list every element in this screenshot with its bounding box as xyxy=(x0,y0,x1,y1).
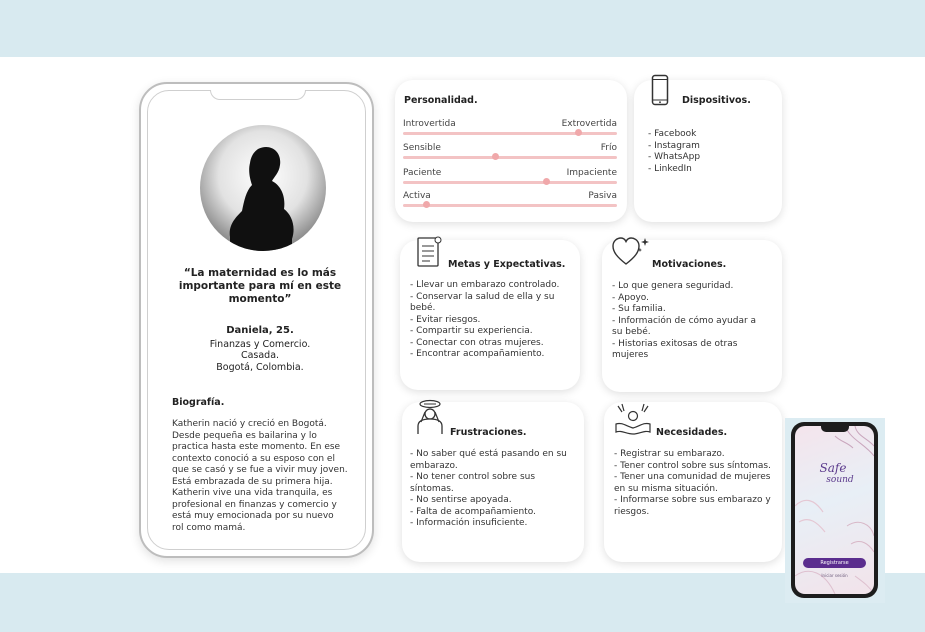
frustrations-card xyxy=(402,402,584,562)
list-item: - Conectar con otras mujeres. xyxy=(410,337,544,348)
register-button[interactable]: Registrarse xyxy=(803,558,866,568)
persona-location: Bogotá, Colombia. xyxy=(216,361,304,373)
motivations-card xyxy=(602,240,782,392)
list-item: - Información de cómo ayudar a su bebé. xyxy=(612,315,757,337)
list-item: - Encontrar acompañamiento. xyxy=(410,349,545,359)
personality-card xyxy=(395,80,627,222)
personality-title: Personalidad. xyxy=(404,95,478,106)
trait-knob xyxy=(492,153,499,160)
smartphone-icon xyxy=(651,74,669,106)
goals-title: Metas y Expectativas. xyxy=(448,259,566,270)
trait-patient-impatient xyxy=(403,168,617,190)
trait-sensitive-cold xyxy=(403,143,617,165)
biography-title: Biografía. xyxy=(172,397,225,408)
trait-track xyxy=(403,181,617,184)
list-item: - WhatsApp xyxy=(648,152,701,162)
persona-identity xyxy=(162,325,358,373)
trait-left-label: Introvertida xyxy=(403,119,456,129)
trait-track xyxy=(403,156,617,159)
list-item: - Información insuficiente. xyxy=(410,518,528,528)
list-item: - Falta de acompañamiento. xyxy=(410,506,536,517)
needs-title: Necesidades. xyxy=(656,427,728,438)
frustrated-person-icon xyxy=(414,398,446,436)
trait-knob xyxy=(423,201,430,208)
frustrations-list xyxy=(410,449,576,530)
needs-list xyxy=(614,449,780,518)
app-logo xyxy=(803,462,863,486)
trait-active-passive xyxy=(403,191,617,213)
trait-track xyxy=(403,204,617,207)
list-item: - No saber qué está pasando en su embarazo. xyxy=(410,449,567,471)
persona-occupation: Finanzas y Comercio. xyxy=(209,338,311,350)
biography-text: Katherin nació y creció en Bogotá. Desde pequeña es bailarina y lo practica hasta este momento. En ese contexto conoció a su esposo con el que se casó y se fue a vivir muy joven. Está embrazada de su primera hija. Katherin vive una vida tranquila, es profesional en finanzas y comercio y está muy emocionada por su nuevo rol como mamá. xyxy=(172,419,348,533)
needs-card xyxy=(604,402,782,562)
trait-track xyxy=(403,132,617,135)
frustrations-title: Frustraciones. xyxy=(450,427,527,438)
persona-marital-status: Casada. xyxy=(240,350,280,361)
list-item: - LinkedIn xyxy=(648,163,692,174)
list-item: - Historias exitosas de otras mujeres xyxy=(612,338,738,360)
persona-phone-frame xyxy=(139,82,374,558)
persona-phone-screen xyxy=(147,90,366,550)
app-logo-line2: sound xyxy=(826,475,854,485)
list-item: - Instagram xyxy=(648,140,700,151)
list-item: - Evitar riesgos. xyxy=(410,314,481,325)
trait-right-label: Frío xyxy=(600,143,617,153)
list-item: - Tener control sobre sus síntomas. xyxy=(614,460,771,471)
app-preview-screen xyxy=(795,426,874,594)
goals-document-icon xyxy=(414,234,444,270)
list-item: - Conservar la salud de ella y su bebé. xyxy=(410,291,555,313)
app-logo-line1: Safe xyxy=(819,461,847,475)
top-band xyxy=(0,0,925,57)
heart-sparkle-icon xyxy=(611,235,651,267)
trait-knob xyxy=(543,178,550,185)
devices-list xyxy=(648,129,773,175)
list-item: - No tener control sobre sus síntomas. xyxy=(410,472,536,494)
list-item: - Informarse sobre sus embarazo y riesgos. xyxy=(614,495,771,517)
list-item: - No sentirse apoyada. xyxy=(410,495,512,505)
goals-list xyxy=(410,280,574,361)
devices-title: Dispositivos. xyxy=(682,95,751,106)
trait-left-label: Paciente xyxy=(403,168,442,178)
list-item: - Tener una comunidad de mujeres en su misma situación. xyxy=(614,472,771,494)
avatar xyxy=(200,125,326,251)
trait-knob xyxy=(575,129,582,136)
trait-left-label: Sensible xyxy=(403,143,441,153)
motivations-title: Motivaciones. xyxy=(652,259,727,270)
floral-decoration-icon xyxy=(795,426,874,594)
persona-quote: “La maternidad es lo más importante para mí en este momento” xyxy=(178,267,342,305)
trait-left-label: Activa xyxy=(403,191,431,201)
hands-support-icon xyxy=(614,402,652,436)
trait-right-label: Impaciente xyxy=(566,168,617,178)
trait-introvert-extrovert xyxy=(403,119,617,141)
trait-right-label: Extrovertida xyxy=(561,119,617,129)
login-link[interactable]: Iniciar sesión xyxy=(821,573,848,578)
list-item: - Facebook xyxy=(648,129,697,139)
motivations-list xyxy=(612,281,762,362)
pregnant-woman-silhouette-icon xyxy=(200,125,326,251)
list-item: - Compartir su experiencia. xyxy=(410,326,533,336)
app-preview-phone xyxy=(791,422,878,598)
phone-notch xyxy=(210,90,306,100)
devices-card xyxy=(634,80,782,222)
list-item: - Su familia. xyxy=(612,304,666,314)
list-item: - Apoyo. xyxy=(612,292,650,303)
app-phone-notch xyxy=(821,426,849,432)
list-item: - Lo que genera seguridad. xyxy=(612,281,734,291)
goals-card xyxy=(400,240,580,390)
persona-name: Daniela, 25. xyxy=(226,325,294,336)
list-item: - Llevar un embarazo controlado. xyxy=(410,280,560,290)
list-item: - Registrar su embarazo. xyxy=(614,449,725,459)
trait-right-label: Pasiva xyxy=(588,191,617,201)
